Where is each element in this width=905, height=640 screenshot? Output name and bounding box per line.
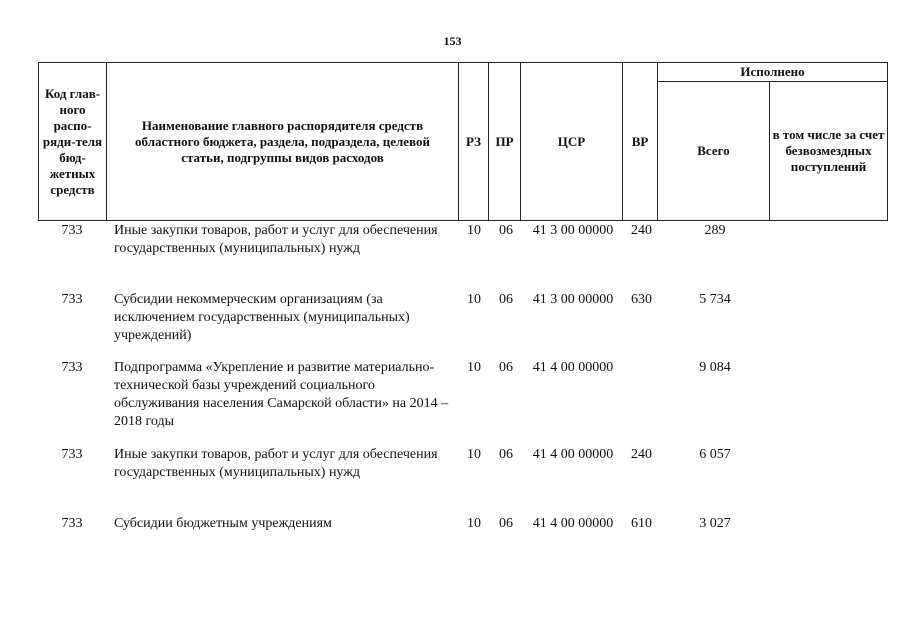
row-total: 5 734	[699, 292, 731, 307]
table-header	[38, 62, 888, 221]
row-total: 289	[704, 223, 726, 238]
row-total: 6 057	[699, 447, 731, 462]
row-name: Подпрограмма «Укрепление и развитие материально-технической базы учреждений социального обслуживания населения Самарской области» на 2014 – 2018 годы	[114, 360, 449, 429]
row-csr: 41 4 00 00000	[532, 360, 614, 375]
header-vr: ВР	[623, 63, 658, 221]
row-vr: 240	[631, 447, 652, 462]
header-rz: РЗ	[459, 63, 489, 221]
header-free: в том числе за счет безвозмездных поступлений	[770, 82, 888, 221]
header-executed: Исполнено	[658, 63, 888, 82]
row-code: 733	[61, 516, 83, 531]
row-code: 733	[61, 447, 83, 462]
row-rz: 10	[467, 292, 481, 307]
row-pr: 06	[499, 292, 513, 307]
row-pr: 06	[499, 516, 513, 531]
page-number: 153	[443, 34, 462, 48]
row-pr: 06	[499, 223, 513, 238]
row-rz: 10	[467, 447, 481, 462]
row-name: Иные закупки товаров, работ и услуг для обеспечения государственных (муниципальных) нужд	[114, 223, 438, 256]
row-total: 3 027	[699, 516, 731, 531]
header-pr: ПР	[489, 63, 521, 221]
header-csr: ЦСР	[521, 63, 623, 221]
header-code: Код глав-ного распо-ряди-теля бюд-жетных средств	[39, 63, 107, 221]
row-name: Субсидии бюджетным учреждениям	[114, 516, 332, 531]
header-name: Наименование главного распорядителя средств областного бюджета, раздела, подраздела, целевой статьи, подгруппы видов расходов	[107, 63, 459, 221]
row-csr: 41 3 00 00000	[532, 223, 614, 238]
row-code: 733	[61, 292, 83, 307]
header-total: Всего	[658, 82, 770, 221]
row-rz: 10	[467, 223, 481, 238]
row-total: 9 084	[699, 360, 731, 375]
row-csr: 41 4 00 00000	[532, 516, 614, 531]
row-name: Субсидии некоммерческим организациям (за исключением государственных (муниципальных) учреждений)	[114, 292, 410, 343]
row-pr: 06	[499, 360, 513, 375]
row-vr: 240	[631, 223, 652, 238]
row-rz: 10	[467, 360, 481, 375]
row-csr: 41 3 00 00000	[532, 292, 614, 307]
row-pr: 06	[499, 447, 513, 462]
row-vr: 630	[631, 292, 652, 307]
row-rz: 10	[467, 516, 481, 531]
row-code: 733	[61, 360, 83, 375]
row-code: 733	[61, 223, 83, 238]
row-vr: 610	[631, 516, 652, 531]
row-name: Иные закупки товаров, работ и услуг для обеспечения государственных (муниципальных) нужд	[114, 447, 438, 480]
row-csr: 41 4 00 00000	[532, 447, 614, 462]
